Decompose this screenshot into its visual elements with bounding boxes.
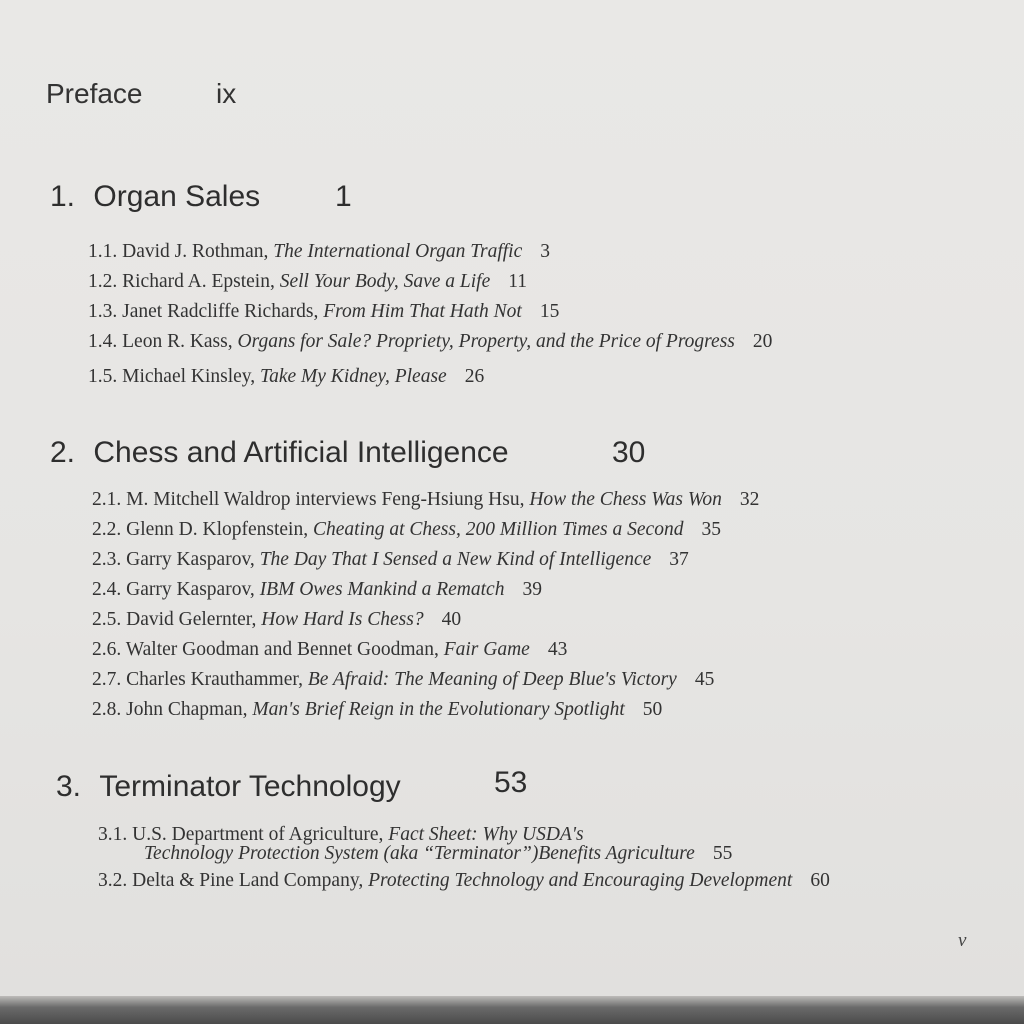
chapter-number: 1. <box>50 180 76 213</box>
entry-author: Garry Kasparov, <box>126 579 255 600</box>
toc-entry <box>88 366 484 388</box>
entry-title: Be Afraid: The Meaning of Deep Blue's Victory <box>307 669 677 690</box>
page-folio: v <box>958 930 967 951</box>
chapter-title: Chess and Artificial Intelligence <box>93 436 509 469</box>
entry-number: 1.3. <box>88 301 118 322</box>
toc-entry <box>92 609 461 631</box>
entry-title: Man's Brief Reign in the Evolutionary Spotlight <box>252 699 625 720</box>
entry-page: 45 <box>694 669 715 690</box>
entry-title: The International Organ Traffic <box>273 241 523 262</box>
preface-label: Preface <box>46 78 143 109</box>
entry-number: 2.3. <box>92 549 122 570</box>
entry-number: 1.1. <box>88 241 118 262</box>
entry-page: 39 <box>522 579 542 600</box>
entry-title: IBM Owes Mankind a Rematch <box>259 579 505 600</box>
entry-page: 15 <box>539 301 560 322</box>
entry-page: 11 <box>508 271 528 292</box>
entry-page: 55 <box>712 843 733 864</box>
entry-title: How the Chess Was Won <box>529 489 722 510</box>
entry-number: 3.1. <box>98 824 128 845</box>
toc-entry <box>92 669 714 691</box>
entry-number: 2.4. <box>92 579 122 600</box>
entry-title: Sell Your Body, Save a Life <box>279 271 491 292</box>
toc-entry <box>88 331 772 353</box>
preface-page: ix <box>216 78 237 109</box>
entry-title: Organs for Sale? Propriety, Property, and the Price of Progress <box>237 331 735 352</box>
entry-page: 26 <box>464 366 485 387</box>
toc-entry <box>88 241 550 263</box>
chapter-title: Terminator Technology <box>99 770 401 803</box>
show-through-text <box>860 10 864 25</box>
entry-author: Glenn D. Klopfenstein, <box>126 519 309 540</box>
entry-author: David J. Rothman, <box>122 241 269 262</box>
toc-entry <box>88 301 559 323</box>
toc-entry <box>92 549 689 571</box>
entry-author: Richard A. Epstein, <box>122 271 275 292</box>
chapter-page: 53 <box>494 766 528 799</box>
preface-entry <box>46 78 237 110</box>
chapter-heading <box>56 766 528 804</box>
toc-entry <box>92 699 662 721</box>
entry-title: Cheating at Chess, 200 Million Times a Second <box>312 519 684 540</box>
entry-title: Fact Sheet: Why USDA's <box>388 824 584 845</box>
entry-title: The Day That I Sensed a New Kind of Intelligence <box>259 549 652 570</box>
toc-entry <box>92 519 721 541</box>
entry-page: 37 <box>669 549 689 570</box>
entry-page: 40 <box>441 609 462 630</box>
entry-page: 3 <box>540 241 550 262</box>
entry-page: 60 <box>810 870 830 891</box>
entry-author: Charles Krauthammer, <box>126 669 303 690</box>
entry-number: 3.2. <box>98 870 128 891</box>
entry-number: 1.5. <box>88 366 118 387</box>
chapter-number: 2. <box>50 436 76 469</box>
entry-number: 1.2. <box>88 271 118 292</box>
entry-author: M. Mitchell Waldrop interviews Feng-Hsiung Hsu, <box>126 489 525 510</box>
toc-entry <box>98 870 830 892</box>
entry-number: 2.1. <box>92 489 122 510</box>
chapter-heading <box>50 436 646 470</box>
entry-title: Fair Game <box>443 639 530 660</box>
entry-page: 20 <box>752 331 773 352</box>
entry-title: How Hard Is Chess? <box>261 609 424 630</box>
entry-number: 2.6. <box>92 639 122 660</box>
chapter-number: 3. <box>56 770 82 803</box>
chapter-page: 30 <box>612 436 646 469</box>
entry-author: Walter Goodman and Bennet Goodman, <box>125 639 439 660</box>
entry-page: 50 <box>642 699 663 720</box>
entry-title: Take My Kidney, Please <box>260 366 447 387</box>
toc-entry <box>88 271 527 293</box>
chapter-heading <box>50 180 352 214</box>
entry-author: Janet Radcliffe Richards, <box>122 301 319 322</box>
toc-entry <box>92 489 759 511</box>
entry-number: 2.7. <box>92 669 122 690</box>
entry-page: 43 <box>547 639 568 660</box>
entry-author: Garry Kasparov, <box>126 549 255 570</box>
entry-author: David Gelernter, <box>126 609 257 630</box>
entry-author: Leon R. Kass, <box>122 331 233 352</box>
entry-title: From Him That Hath Not <box>323 301 522 322</box>
entry-title-continued: Technology Protection System (aka “Terminator”)Benefits Agriculture <box>144 843 695 864</box>
entry-title: Protecting Technology and Encouraging Development <box>368 870 793 891</box>
toc-entry-continuation <box>144 843 732 865</box>
entry-page: 35 <box>701 519 721 540</box>
entry-author: John Chapman, <box>126 699 248 720</box>
entry-page: 32 <box>739 489 760 510</box>
entry-author: Delta & Pine Land Company, <box>132 870 364 891</box>
toc-entry <box>92 639 567 661</box>
entry-number: 1.4. <box>88 331 118 352</box>
entry-author: U.S. Department of Agriculture, <box>132 824 384 845</box>
entry-author: Michael Kinsley, <box>122 366 256 387</box>
entry-number: 2.5. <box>92 609 122 630</box>
chapter-page: 1 <box>335 180 352 213</box>
entry-number: 2.8. <box>92 699 122 720</box>
toc-entry <box>92 579 542 601</box>
chapter-title: Organ Sales <box>93 180 261 213</box>
entry-number: 2.2. <box>92 519 122 540</box>
page-bottom-edge <box>0 996 1024 1024</box>
